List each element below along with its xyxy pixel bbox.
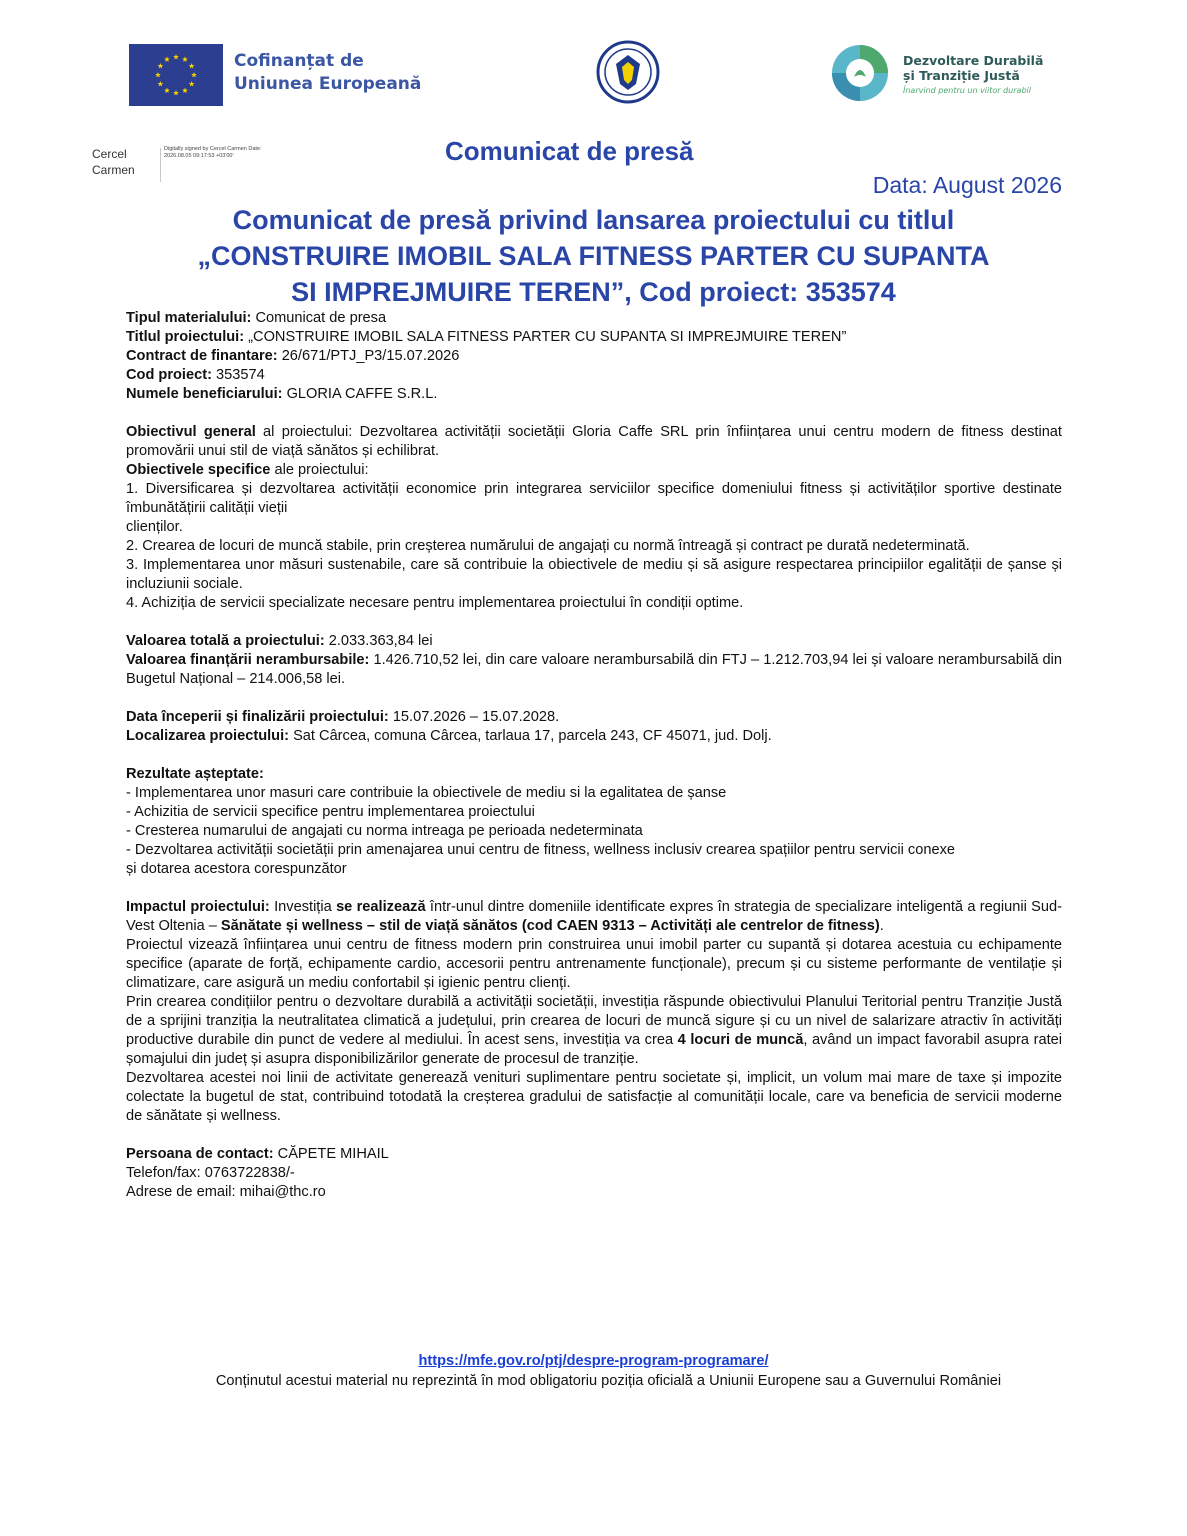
info-title-label: Titlul proiectului: [126,329,245,345]
info-beneficiary-label: Numele beneficiarului: [126,386,283,402]
impact-label: Impactul proiectului: [126,899,270,915]
dd-tagline: Înarvind pentru un viitor durabil [903,86,1031,95]
government-seal-icon [596,40,660,104]
sustainable-development-logo-icon [830,43,890,103]
eu-star [155,72,161,77]
eu-star [164,88,170,93]
impact-text-1: Investiția [269,899,337,915]
impact-text-3a: Prin crearea condițiilor pentru o dezvoltare durabilă a activității societății, investiția răspunde obiectivului Planului Teritorial pentru Tranziție Justă de a sprijini tranziția la neutralitatea climatică a județului, prin crearea de locuri de muncă sigure și cu un nivel de salarizare atractiv în activități productive durabile din punct de vedere al mediului. În acest sens, investiția va crea [126,994,1062,1048]
objective-item-4: 4. Achiziția de servicii specializate necesare pentru implementarea proiectului în condiții optime. [126,595,744,611]
eu-star [191,72,197,77]
eu-star [182,88,188,93]
eu-star [189,81,195,86]
contact-person [126,1145,1062,1164]
total-value-label: Valoarea totală a proiectului: [126,633,325,649]
main-title-line-1: Comunicat de presă privind lansarea proiectului cu titlul [232,205,955,235]
eu-star [158,63,164,68]
program-link[interactable]: https://mfe.gov.ro/ptj/despre-program-programare/ [418,1353,769,1369]
impact-text-1-bold: se realizează [336,899,426,915]
eu-cofinanced-label [234,50,421,96]
nonrefundable-value-label: Valoarea finanțării nerambursabile: [126,652,370,668]
project-location-label: Localizarea proiectului: [126,728,290,744]
eu-stars-icon [129,44,223,106]
info-contract-value: 26/671/PTJ_P3/15.07.2026 [277,348,460,364]
result-item-4-continued: și dotarea acestora corespunzător [126,861,347,877]
result-item-2: - Achizitia de servicii specifice pentru implementarea proiectului [126,804,535,820]
impact-paragraph-2: Proiectul vizează înființarea unui centru de fitness modern prin construirea unui imobil parter cu supantă și dotarea acestuia cu echipamente specifice (aparate de forță, echipamente cardio, accesorii pentru antrenamente funcționale), precum și cu sisteme performante de ventilație și climatizare, care asigură un mediu confortabil și igienic pentru clienți. [126,937,1062,991]
project-period-value: 15.07.2026 – 15.07.2028. [388,709,560,725]
impact-paragraph-3 [126,993,1062,1069]
dd-line-2: și Tranziție Justă [903,68,1020,83]
specific-objectives [126,461,1062,480]
result-item-3: - Cresterea numarului de angajati cu norma intreaga pe perioada nedeterminata [126,823,643,839]
eu-line-1: Cofinanțat de [234,51,364,71]
main-title-line-2: „CONSTRUIRE IMOBIL SALA FITNESS PARTER CU SUPANTA [197,241,990,271]
total-value-amount: 2.033.363,84 lei [324,633,433,649]
impact-paragraph-1 [126,898,1062,936]
impact-text-1-cont: într-unul dintre domeniile identificate expres în strategia de specializare inteligentă a regiunii Sud-Vest Oltenia – [126,899,1062,934]
signature-name [92,146,135,178]
info-code-label: Cod proiect: [126,367,212,383]
nonrefundable-value [126,651,1062,689]
eu-star [182,56,188,61]
info-type-label: Tipul materialului: [126,310,252,326]
impact-text-3c: , având un impact favorabil asupra ratei șomajului din județ și asupra disponibilizărilor generate de procesul de tranziție. [126,1032,1062,1067]
eu-star [173,90,179,95]
eu-flag-logo [129,44,223,106]
press-release-heading: Comunicat de presă [445,136,694,166]
signature-details: Digitally signed by Cercel Carmen Date: 2026.08.05 09:17:53 +03'00' [164,146,262,159]
eu-star [189,63,195,68]
specific-objectives-text: ale proiectului: [270,462,369,478]
project-period-label: Data începerii și finalizării proiectului: [126,709,389,725]
info-type-value: Comunicat de presa [251,310,387,326]
project-period [126,708,1062,727]
impact-text-1-end: . [879,918,884,934]
info-contract [126,347,1062,366]
general-objective [126,423,1062,461]
result-item-4: - Dezvoltarea activității societății prin amenajarea unui centru de fitness, wellness inclusiv crearea spațiilor pentru servicii conexe [126,842,955,858]
info-beneficiary-value: GLORIA CAFFE S.R.L. [282,386,438,402]
results-heading [126,765,1062,784]
contact-email: Adrese de email: mihai@thc.ro [126,1184,326,1200]
eu-star [173,54,179,59]
impact-domain-bold: Sănătate și wellness – stil de viață sănătos (cod CAEN 9313 – Activități ale centrelor de fitness) [220,918,880,934]
eu-star [164,56,170,61]
contact-phone: Telefon/fax: 0763722838/- [126,1165,295,1181]
result-item-1: - Implementarea unor masuri care contribuie la obiectivele de mediu si la egalitatea de șanse [126,785,727,801]
project-location [126,727,1062,746]
objective-item-3: 3. Implementarea unor măsuri sustenabile, care să contribuie la obiectivele de mediu și să asigure respectarea principiilor egalității de șanse și incluziunii sociale. [126,557,1062,592]
info-title [126,328,1062,347]
info-contract-label: Contract de finantare: [126,348,278,364]
eu-line-2: Uniunea Europeană [234,74,422,94]
release-date: Data: August 2026 [872,172,1062,198]
results-label: Rezultate așteptate: [126,766,264,782]
info-code-value: 353574 [211,367,265,383]
disclaimer: Conținutul acestui material nu reprezintă în mod obligatoriu poziția oficială a Uniunii Europene sau a Guvernului României [215,1373,1002,1389]
main-title [110,202,1077,310]
objective-item-1: 1. Diversificarea și dezvoltarea activității economice prin integrarea serviciilor specifice domeniului fitness și activităților sportive destinate îmbunătățirii calității vieții [126,481,1062,516]
dd-line-1: Dezvoltare Durabilă [903,53,1044,68]
nonrefundable-value-amount: 1.426.710,52 lei, din care valoare nerambursabilă din FTJ – 1.212.703,94 lei și valoare nerambursabilă din Bugetul Național – 214.006,58 lei. [126,652,1062,687]
objective-item-2: 2. Crearea de locuri de muncă stabile, prin creșterea numărului de angajați cu normă întreagă și contract pe durată nedeterminată. [126,538,970,554]
info-type [126,309,1062,328]
impact-paragraph-4: Dezvoltarea acestei noi linii de activitate generează venituri suplimentare pentru societate și, implicit, un volum mai mare de taxe și impozite colectate la bugetul de stat, contribuind totodată la creșterea gradului de satisfacție al comunității locale, care va beneficia de servicii moderne de sănătate și wellness. [126,1070,1062,1124]
sustainable-development-label [903,53,1043,98]
info-title-value: „CONSTRUIRE IMOBIL SALA FITNESS PARTER CU SUPANTA SI IMPREJMUIRE TEREN” [244,329,847,345]
info-beneficiary [126,385,1062,404]
impact-jobs-bold: 4 locuri de muncă [677,1032,804,1048]
contact-label: Persoana de contact: [126,1146,274,1162]
objective-item-1-continued: clienților. [126,519,183,535]
document-body [126,309,1062,1202]
project-location-value: Sat Cârcea, comuna Cârcea, tarlaua 17, parcela 243, CF 45071, jud. Dolj. [289,728,772,744]
contact-name: CĂPETE MIHAIL [273,1146,389,1162]
signature-name-line-2: Carmen [92,163,135,177]
signature-name-line-1: Cercel [92,147,127,161]
info-code [126,366,1062,385]
specific-objectives-label: Obiectivele specifice [126,462,271,478]
general-objective-label: Obiectivul general [126,424,256,440]
main-title-line-3: SI IMPREJMUIRE TEREN”, Cod proiect: 353574 [291,277,896,307]
eu-star [158,81,164,86]
general-objective-text: al proiectului: Dezvoltarea activității societății Gloria Caffe SRL prin înființarea unui centru modern de fitness destinat promovării unui stil de viață sănătos și echilibrat. [126,424,1062,459]
total-value [126,632,1062,651]
